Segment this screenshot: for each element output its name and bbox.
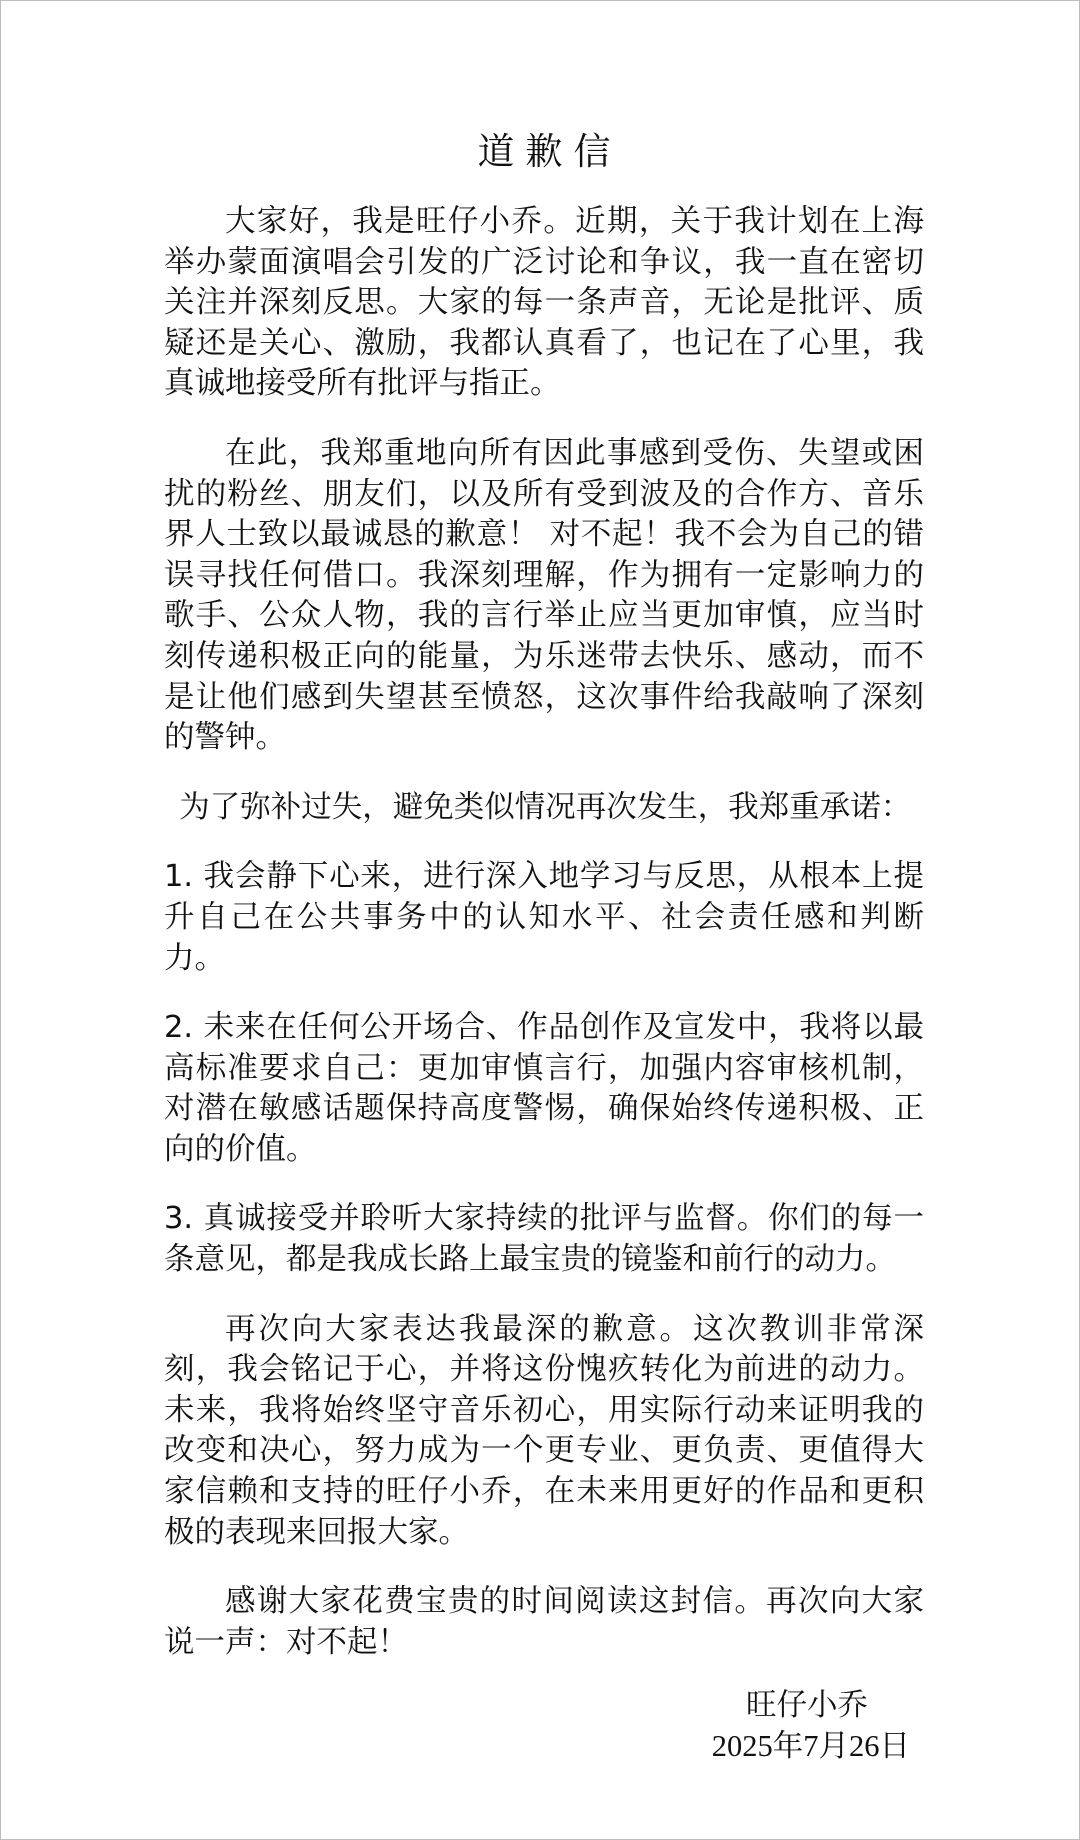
paragraph-promise-intro: 为了弥补过失，避免类似情况再次发生，我郑重承诺： — [179, 789, 912, 825]
letter-title: 道歉信 — [477, 130, 622, 173]
signature-block — [610, 1686, 910, 1766]
paragraph-thanks: 感谢大家花费宝贵的时间阅读这封信。再次向大家说一声：对不起！ — [164, 1584, 924, 1660]
paragraph-greeting: 大家好，我是旺仔小乔。近期，关于我计划在上海举办蒙面演唱会引发的广泛讨论和争议，我一直在密切关注并深刻反思。大家的每一条声音，无论是批评、质疑还是关心、激励，我都认真看了，也记在了心里，我真诚地接受所有批评与指正。 — [164, 204, 924, 402]
promise-item-1: 1. 我会静下心来，进行深入地学习与反思，从根本上提升自己在公共事务中的认知水平、社会责任感和判断力。 — [164, 859, 924, 976]
letter-body — [164, 122, 924, 1692]
promise-item-3: 3. 真诚接受并聆听大家持续的批评与监督。你们的每一条意见，都是我成长路上最宝贵的镜鉴和前行的动力。 — [164, 1201, 924, 1278]
signature-name: 旺仔小乔 — [746, 1688, 868, 1723]
paragraph-closing: 再次向大家表达我最深的歉意。这次教训非常深刻，我会铭记于心，并将这份愧疚转化为前进的动力。未来，我将始终坚守音乐初心，用实际行动来证明我的改变和决心，努力成为一个更专业、更负责、更值得大家信赖和支持的旺仔小乔，在未来用更好的作品和更积极的表现来回报大家。 — [164, 1311, 924, 1550]
promise-item-2: 2. 未来在任何公开场合、作品创作及宣发中，我将以最高标准要求自己：更加审慎言行，加强内容审核机制，对潜在敏感话题保持高度警惕，确保始终传递积极、正向的价值。 — [164, 1010, 924, 1167]
paragraph-apology: 在此，我郑重地向所有因此事感到受伤、失望或困扰的粉丝、朋友们，以及所有受到波及的合作方、音乐界人士致以最诚恳的歉意！ 对不起！我不会为自己的错误寻找任何借口。我深刻理解，作为拥有一定影响力的歌手、公众人物，我的言行举止应当更加审慎，应当时刻传递积极正向的能量，为乐迷带去快乐、感动，而不是让他们感到失望甚至愤怒，这次事件给我敲响了深刻的警钟。 — [164, 435, 924, 756]
signature-date: 2025年7月26日 — [711, 1729, 910, 1763]
